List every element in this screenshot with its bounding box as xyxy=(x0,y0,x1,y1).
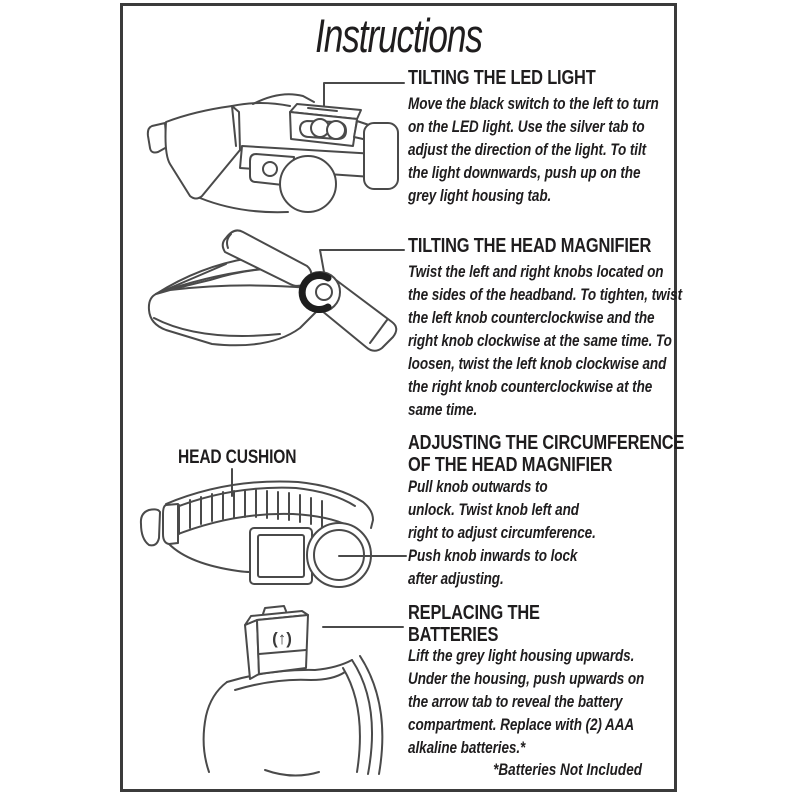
visor-side-box xyxy=(364,123,398,189)
bracket-pivot xyxy=(263,162,277,176)
battery-compartment-illustration xyxy=(165,606,410,786)
leader-line xyxy=(320,250,404,272)
text-line: the left knob counterclockwise and the xyxy=(408,309,655,327)
text-line: Lift the grey light housing upwards. xyxy=(408,647,635,665)
band-arc-mid xyxy=(352,660,372,774)
text-line: grey light housing tab. xyxy=(408,187,552,205)
section-body-tilt-magnifier xyxy=(408,261,682,422)
magnifier-lens xyxy=(280,156,336,212)
text-line: TILTING THE LED LIGHT xyxy=(408,67,596,89)
text-line: ADJUSTING THE CIRCUMFERENCE xyxy=(408,432,685,454)
section-heading-tilt-magnifier xyxy=(408,236,651,258)
body-bottom-edge xyxy=(200,198,288,212)
lens-plate-face xyxy=(166,106,241,199)
band-left-cap xyxy=(163,504,178,544)
band-arc-inner xyxy=(343,668,360,772)
text-line: the light downwards, push up on the xyxy=(408,164,641,182)
text-line: same time. xyxy=(408,401,478,419)
text-line: alkaline batteries.* xyxy=(408,739,526,757)
headband-illustration xyxy=(133,466,413,596)
text-line: right to adjust circumference. xyxy=(408,524,596,542)
helmet-bottom-arc xyxy=(265,770,319,776)
visor-led-illustration xyxy=(140,76,408,230)
text-line: REPLACING THE xyxy=(408,602,540,624)
text-line: right knob clockwise at the same time. To xyxy=(408,332,672,350)
section-heading-circumference xyxy=(408,433,684,476)
section-body-batteries xyxy=(408,645,644,760)
helmet-left-edge xyxy=(204,682,227,772)
section-heading-led-light xyxy=(408,68,596,90)
text-line: OF THE HEAD MAGNIFIER xyxy=(408,453,613,476)
left-tab xyxy=(141,509,160,545)
text-line: the arrow tab to reveal the battery xyxy=(408,693,623,711)
text-line: TILTING THE HEAD MAGNIFIER xyxy=(408,235,652,257)
text-line: Push knob inwards to lock xyxy=(408,547,578,565)
text-line: the sides of the headband. To tighten, twist xyxy=(408,286,683,304)
tilt-knob-center xyxy=(316,284,332,300)
led-lens-right xyxy=(327,121,345,139)
left-tab xyxy=(148,123,167,153)
text-line: Pull knob outwards to xyxy=(408,478,548,496)
headband-arc xyxy=(232,103,290,106)
knob-buckle xyxy=(250,528,312,584)
text-line: Twist the left and right knobs located on xyxy=(408,263,664,281)
leader-line xyxy=(324,83,404,107)
page-title: Instructions xyxy=(315,9,482,62)
text-line: Under the housing, push upwards on xyxy=(408,670,645,688)
headband-strap-upper xyxy=(223,230,312,285)
section-body-led-light xyxy=(408,93,659,208)
text-line: the right knob counterclockwise at the xyxy=(408,378,653,396)
text-line: after adjusting. xyxy=(408,570,504,588)
section-heading-batteries xyxy=(408,603,540,646)
text-line: unlock. Twist knob left and xyxy=(408,501,579,519)
text-line: BATTERIES xyxy=(408,623,499,646)
text-line: on the LED light. Use the silver tab to xyxy=(408,118,645,136)
text-line: Move the black switch to the left to turn xyxy=(408,95,659,113)
tilted-magnifier-illustration xyxy=(140,230,408,370)
head-cushion-label: HEAD CUSHION xyxy=(178,447,297,468)
band-bottom-edge xyxy=(169,544,250,572)
text-line: adjust the direction of the light. To tilt xyxy=(408,141,647,159)
batteries-footnote: *Batteries Not Included xyxy=(493,761,642,779)
band-inner-edge xyxy=(169,488,355,510)
text-line: loosen, twist the left knob clockwise and xyxy=(408,355,667,373)
section-body-circumference xyxy=(408,476,596,591)
text-line: compartment. Replace with (2) AAA xyxy=(408,716,635,734)
arrow-tab-icon: (↑) xyxy=(272,629,292,648)
